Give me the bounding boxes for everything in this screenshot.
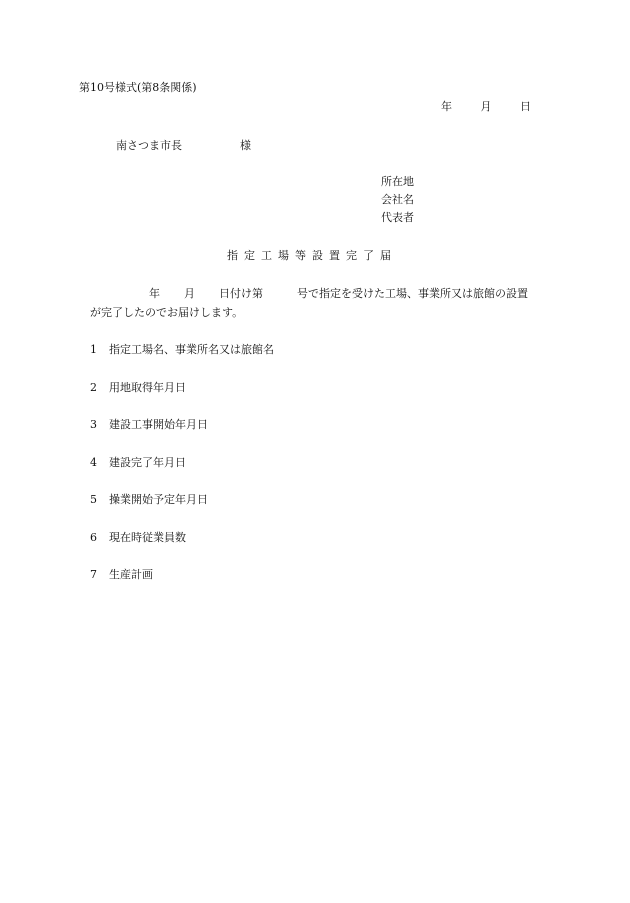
date-line xyxy=(441,101,531,112)
item-label: 建設完了年月日 xyxy=(109,455,186,469)
item-label: 生産計画 xyxy=(109,568,153,581)
item-number: 2 xyxy=(90,380,97,394)
addressee-honorific: 様 xyxy=(240,139,251,152)
document-title: 指定工場等設置完了届 xyxy=(227,249,397,262)
body-dated-number: 日付け第 xyxy=(219,287,263,300)
body-text-1: 号で指定を受けた工場、事業所又は旅館の設置 xyxy=(297,287,528,300)
item-number: 7 xyxy=(90,568,97,581)
item-list xyxy=(90,344,274,607)
form-number: 第10号様式(第8条関係) xyxy=(79,81,197,94)
list-item xyxy=(90,344,274,382)
date-month: 月 xyxy=(480,100,492,113)
list-item xyxy=(90,457,274,495)
body-line-1 xyxy=(149,288,528,299)
list-item xyxy=(90,382,274,420)
list-item xyxy=(90,494,274,532)
body-line-2: が完了したのでお届けします。 xyxy=(90,306,244,319)
item-number: 4 xyxy=(90,455,97,469)
body-month: 月 xyxy=(184,287,195,300)
list-item xyxy=(90,419,274,457)
addressee-name: 南さつま市長 xyxy=(116,139,182,152)
body-year: 年 xyxy=(149,287,160,300)
item-number: 1 xyxy=(90,343,97,356)
item-number: 6 xyxy=(90,530,97,544)
item-label: 操業開始予定年月日 xyxy=(109,493,208,506)
company-label: 会社名 xyxy=(381,193,414,206)
date-year: 年 xyxy=(441,100,452,113)
date-day: 日 xyxy=(520,100,531,113)
addressee xyxy=(116,140,251,151)
list-item xyxy=(90,569,274,607)
list-item xyxy=(90,532,274,570)
item-label: 用地取得年月日 xyxy=(109,380,186,394)
item-number: 5 xyxy=(90,493,97,506)
location-label: 所在地 xyxy=(381,175,414,188)
item-label: 建設工事開始年月日 xyxy=(109,418,208,431)
representative-label: 代表者 xyxy=(381,211,414,224)
item-label: 指定工場名、事業所名又は旅館名 xyxy=(109,343,274,356)
item-label: 現在時従業員数 xyxy=(109,530,186,544)
item-number: 3 xyxy=(90,418,97,431)
applicant-block xyxy=(381,176,414,230)
